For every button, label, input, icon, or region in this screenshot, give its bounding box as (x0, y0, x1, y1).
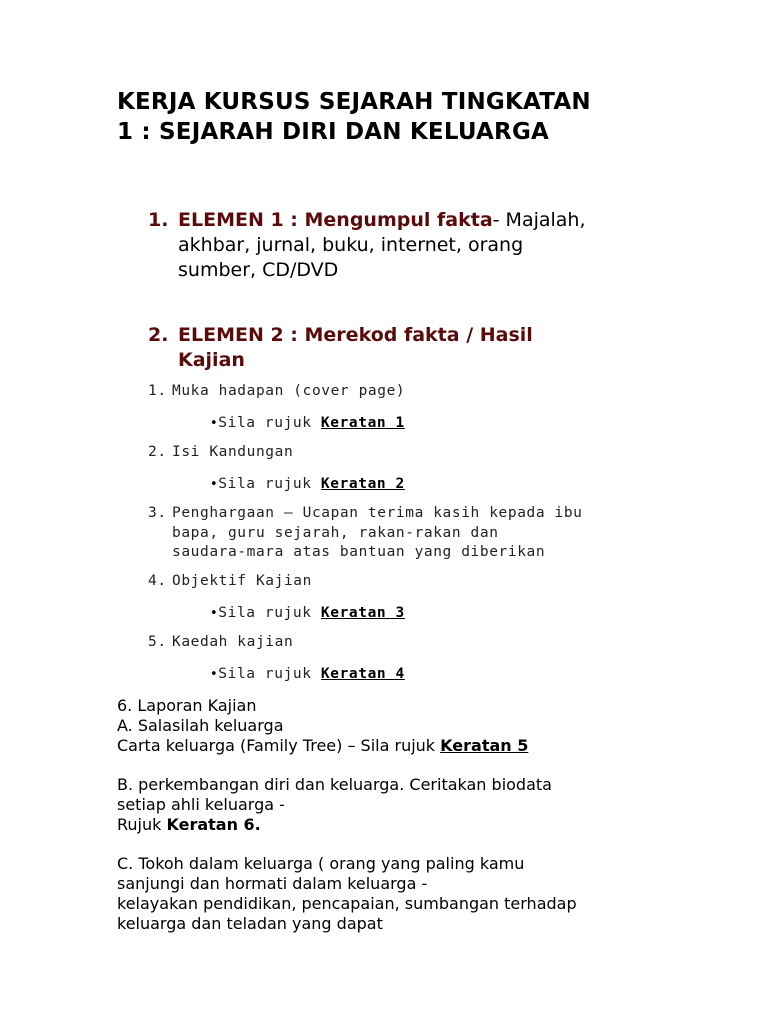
list-item-text: Objektif Kajian (172, 573, 312, 589)
keratan-2-reference: Keratan 2 (320, 476, 405, 492)
list-item-line: Penghargaan – Ucapan terima kasih kepada ibu (172, 505, 583, 521)
elemen-2 (148, 323, 668, 373)
list-item-number: 1. (148, 383, 167, 399)
part-c-line-2: sanjungi dan hormati dalam keluarga - (117, 874, 428, 893)
elemen-1-line-2: akhbar, jurnal, buku, internet, orang (178, 234, 524, 256)
list-item-number: 4. (148, 573, 167, 589)
carta-keluarga-text: Carta keluarga (Family Tree) – Sila rujuk (117, 736, 441, 755)
bullet-text: Sila rujuk (218, 415, 321, 431)
elemen-1-line-3: sumber, CD/DVD (178, 259, 339, 281)
keratan-1-reference: Keratan 1 (320, 415, 405, 431)
part-c-line-4: keluarga dan teladan yang dapat (117, 914, 383, 933)
title-line-2: 1 : SEJARAH DIRI DAN KELUARGA (117, 119, 550, 145)
part-c-line-1: C. Tokoh dalam keluarga ( orang yang paling kamu (117, 854, 525, 873)
part-b-line-2: setiap ahli keluarga - (117, 795, 285, 814)
laporan-heading: 6. Laporan Kajian (117, 696, 257, 715)
list-item-number: 3. (148, 505, 167, 521)
keratan-5-reference: Keratan 5 (440, 736, 529, 755)
elemen-1-heading: ELEMEN 1 : Mengumpul fakta (178, 209, 493, 231)
list-item-penghargaan (148, 504, 668, 563)
list-item-text: Isi Kandungan (172, 444, 294, 460)
list-item-text (172, 504, 668, 563)
list-item-kaedah-kajian (148, 633, 668, 653)
bullet-keratan-3 (210, 604, 405, 624)
part-b-line-1: B. perkembangan diri dan keluarga. Ceritakan biodata (117, 775, 552, 794)
bullet-text: Sila rujuk (218, 605, 321, 621)
keratan-4-reference: Keratan 4 (320, 666, 405, 682)
part-c-section (117, 854, 677, 934)
bullet-text: Sila rujuk (218, 666, 321, 682)
list-item-cover-page (148, 382, 668, 402)
bullet-icon: • (210, 477, 219, 492)
part-c-line-3: kelayakan pendidikan, pencapaian, sumbangan terhadap (117, 894, 577, 913)
list-item-isi-kandungan (148, 443, 668, 463)
list-item-text: Muka hadapan (cover page) (172, 383, 406, 399)
bullet-icon: • (210, 606, 219, 621)
list-item-line: saudara-mara atas bantuan yang diberikan (172, 544, 546, 560)
elemen-2-number: 2. (148, 324, 169, 346)
elemen-1-sources: - Majalah, (492, 209, 586, 231)
list-item-number: 5. (148, 634, 167, 650)
list-item-line: bapa, guru sejarah, rakan-rakan dan (172, 524, 499, 541)
list-item-text: Kaedah kajian (172, 634, 294, 650)
laporan-kajian-section (117, 696, 677, 756)
list-item-objektif-kajian (148, 572, 668, 592)
bullet-icon: • (210, 667, 219, 682)
part-b-section (117, 775, 677, 835)
keratan-6-reference: Keratan 6. (166, 815, 261, 834)
bullet-keratan-2 (210, 475, 405, 495)
bullet-text: Sila rujuk (218, 476, 321, 492)
title-line-1: KERJA KURSUS SEJARAH TINGKATAN (117, 89, 591, 115)
keratan-3-reference: Keratan 3 (320, 605, 405, 621)
elemen-2-line-2: Kajian (178, 349, 245, 371)
bullet-icon: • (210, 416, 219, 431)
salasilah-heading: A. Salasilah keluarga (117, 716, 284, 735)
part-b-rujuk-text: Rujuk (117, 815, 167, 834)
bullet-keratan-1 (210, 414, 405, 434)
elemen-1 (148, 208, 668, 283)
elemen-2-line-1: ELEMEN 2 : Merekod fakta / Hasil (178, 324, 533, 346)
list-item-number: 2. (148, 444, 167, 460)
elemen-1-number: 1. (148, 209, 169, 231)
document-title (117, 87, 677, 147)
bullet-keratan-4 (210, 665, 405, 685)
